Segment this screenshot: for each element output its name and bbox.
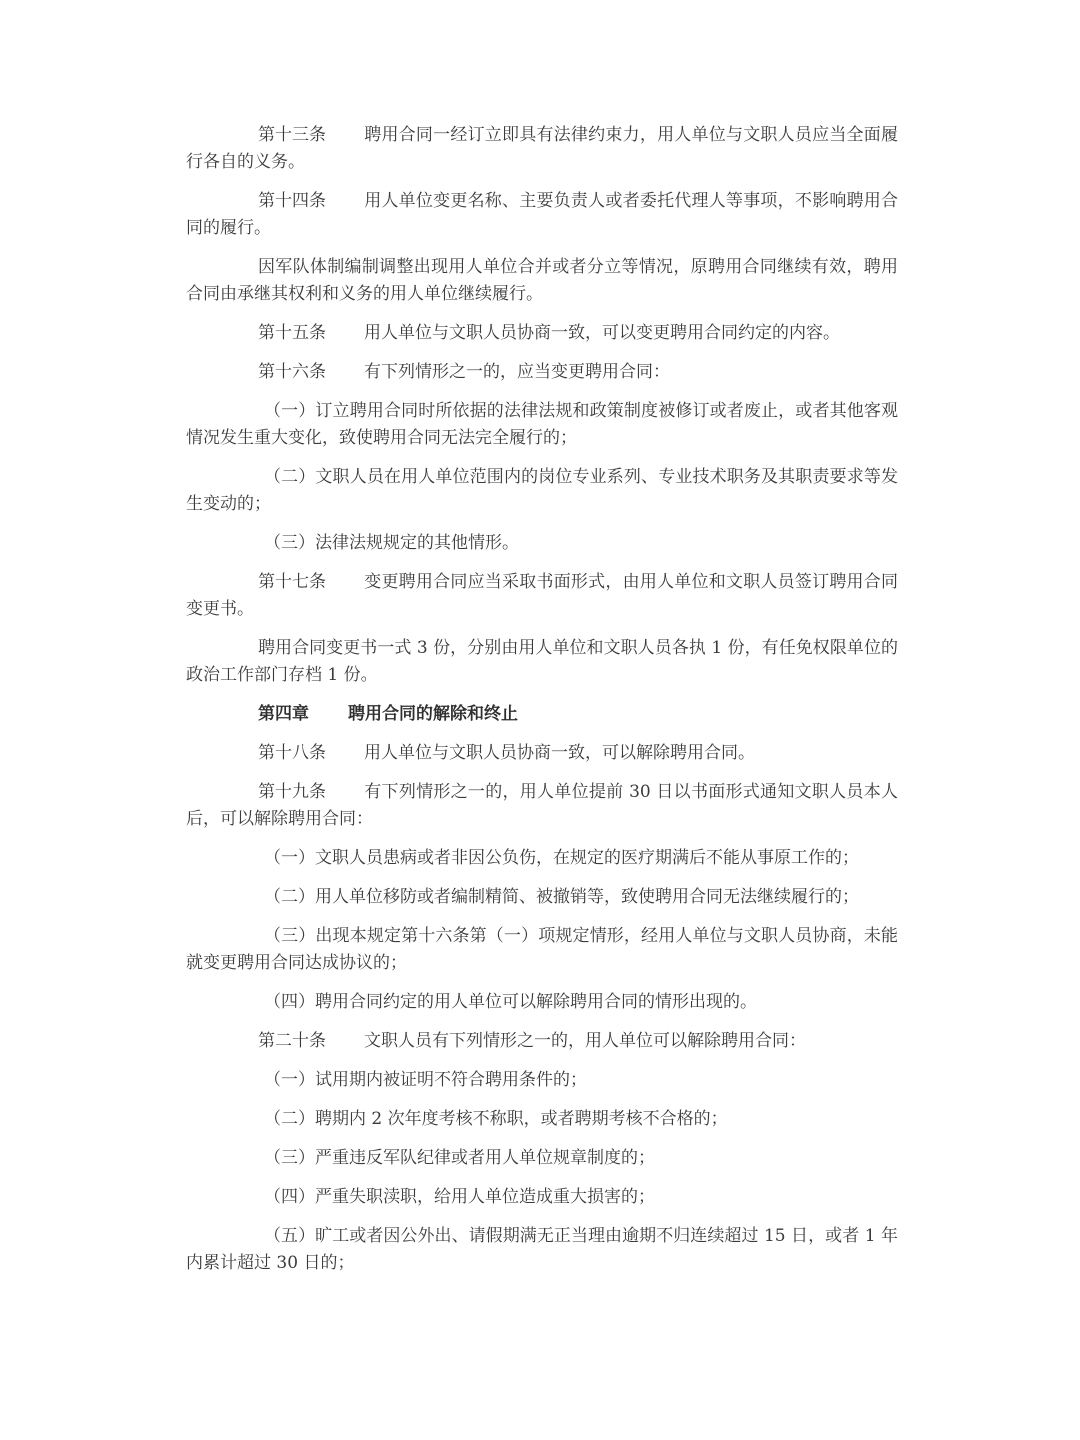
article-paragraph [186,740,898,767]
paragraph-text: 聘用合同一经订立即具有法律约束力，用人单位与文职人员应当全面履行各自的义务。 [186,125,898,172]
paragraph-text: 有下列情形之一的，用人单位提前 30 日以书面形式通知文职人员本人后，可以解除聘用合同： [186,782,898,829]
list-item [186,1145,898,1172]
article-number: 第十五条 [258,323,326,343]
paragraph-text: 因军队体制编制调整出现用人单位合并或者分立等情况，原聘用合同继续有效，聘用合同由承继其权利和义务的用人单位继续履行。 [186,257,898,304]
paragraph-text: 用人单位变更名称、主要负责人或者委托代理人等事项，不影响聘用合同的履行。 [186,191,898,238]
article-number: 第十九条 [258,782,326,802]
paragraph-text: （一）试用期内被证明不符合聘用条件的； [264,1070,587,1090]
list-item [186,1067,898,1094]
body-paragraph [186,254,898,308]
body-paragraph [186,635,898,689]
list-item [186,884,898,911]
article-paragraph [186,188,898,242]
paragraph-text: （二）用人单位移防或者编制精简、被撤销等，致使聘用合同无法继续履行的； [264,887,859,907]
article-paragraph [186,122,898,176]
paragraph-text: （三）严重违反军队纪律或者用人单位规章制度的； [264,1148,655,1168]
regulation-text [186,122,898,1289]
chapter-title: 聘用合同的解除和终止 [348,704,518,724]
article-number: 第十三条 [258,125,326,145]
paragraph-text: 有下列情形之一的，应当变更聘用合同： [364,362,670,382]
article-number: 第十六条 [258,362,326,382]
article-number: 第十七条 [258,572,326,592]
list-item [186,923,898,977]
chapter-heading [186,701,898,728]
article-paragraph [186,320,898,347]
paragraph-text: （五）旷工或者因公外出、请假期满无正当理由逾期不归连续超过 15 日，或者 1 年内累计超过 30 日的； [186,1226,898,1273]
paragraph-text: （三）出现本规定第十六条第（一）项规定情形，经用人单位与文职人员协商，未能就变更聘用合同达成协议的； [186,926,898,973]
article-paragraph [186,569,898,623]
paragraph-text: （二）文职人员在用人单位范围内的岗位专业系列、专业技术职务及其职责要求等发生变动的； [186,467,898,514]
list-item [186,530,898,557]
list-item [186,1106,898,1133]
article-paragraph [186,1028,898,1055]
paragraph-text: （四）聘用合同约定的用人单位可以解除聘用合同的情形出现的。 [264,992,757,1012]
list-item [186,989,898,1016]
article-number: 第十四条 [258,191,326,211]
paragraph-text: 用人单位与文职人员协商一致，可以解除聘用合同。 [364,743,755,763]
paragraph-text: 变更聘用合同应当采取书面形式，由用人单位和文职人员签订聘用合同变更书。 [186,572,898,619]
article-paragraph [186,359,898,386]
article-number: 第二十条 [258,1031,326,1051]
paragraph-text: 聘用合同变更书一式 3 份，分别由用人单位和文职人员各执 1 份，有任免权限单位的政治工作部门存档 1 份。 [186,638,898,685]
paragraph-text: 用人单位与文职人员协商一致，可以变更聘用合同约定的内容。 [364,323,840,343]
list-item [186,1223,898,1277]
list-item [186,398,898,452]
paragraph-text: （一）订立聘用合同时所依据的法律法规和政策制度被修订或者废止，或者其他客观情况发生重大变化，致使聘用合同无法完全履行的； [186,401,898,448]
article-paragraph [186,779,898,833]
list-item [186,845,898,872]
article-number: 第十八条 [258,743,326,763]
paragraph-text: （二）聘期内 2 次年度考核不称职，或者聘期考核不合格的； [264,1109,728,1129]
paragraph-text: 文职人员有下列情形之一的，用人单位可以解除聘用合同： [364,1031,806,1051]
paragraph-text: （三）法律法规规定的其他情形。 [264,533,519,553]
list-item [186,464,898,518]
list-item [186,1184,898,1211]
chapter-number: 第四章 [258,704,309,724]
paragraph-text: （一）文职人员患病或者非因公负伤，在规定的医疗期满后不能从事原工作的； [264,848,859,868]
paragraph-text: （四）严重失职渎职，给用人单位造成重大损害的； [264,1187,655,1207]
